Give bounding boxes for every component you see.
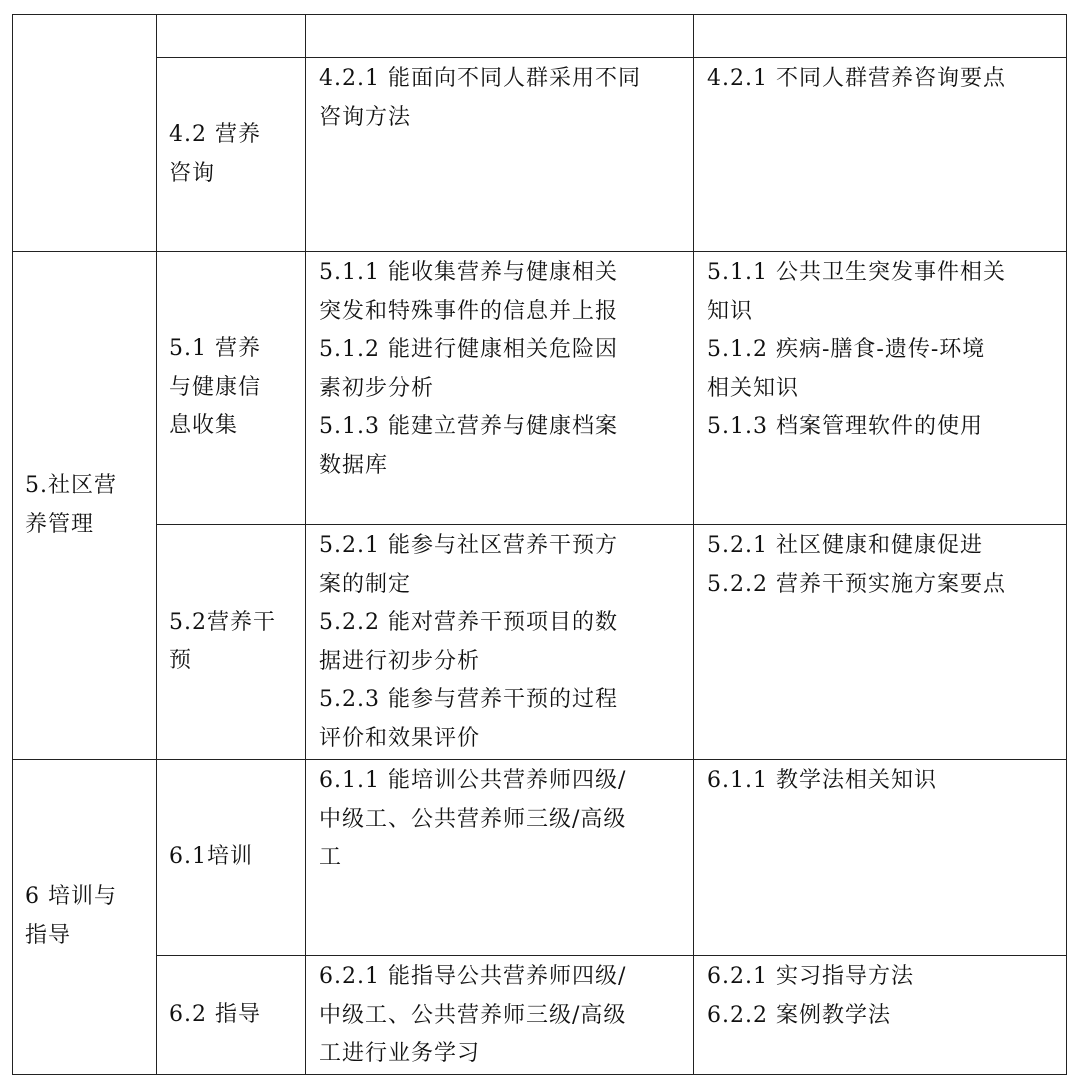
cell-subcategory-empty xyxy=(157,15,306,58)
skill-line: 中级工、公共营养师三级/高级 xyxy=(319,806,627,832)
cell-subcategory-6-2 xyxy=(157,956,306,1075)
competency-table xyxy=(12,14,1067,1075)
knowledge-line: 5.2.2 营养干预实施方案要点 xyxy=(707,571,1006,597)
knowledge-line: 6.1.1 教学法相关知识 xyxy=(707,768,937,793)
subcategory-line: 5.1 营养 xyxy=(169,336,261,362)
knowledge-line: 5.1.3 档案管理软件的使用 xyxy=(707,414,983,439)
subcategory-line: 咨询 xyxy=(169,160,216,186)
knowledge-line: 4.2.1 不同人群营养咨询要点 xyxy=(707,66,1006,91)
cell-category-5 xyxy=(13,252,157,760)
knowledge-line: 5.2.1 社区健康和健康促进 xyxy=(707,533,983,558)
cell-subcategory-5-1 xyxy=(157,252,306,525)
skill-line: 工 xyxy=(319,845,343,870)
cell-skill-empty xyxy=(306,15,694,58)
skill-line: 5.1.1 能收集营养与健康相关 xyxy=(319,260,618,285)
table-row-5-2 xyxy=(13,525,1067,760)
cell-knowledge-4-2 xyxy=(694,58,1067,252)
cell-subcategory-5-2 xyxy=(157,525,306,760)
skill-line: 5.1.2 能进行健康相关危险因 xyxy=(319,337,618,362)
subcategory-line: 6.2 指导 xyxy=(169,1001,261,1027)
skill-line: 评价和效果评价 xyxy=(319,725,481,751)
cell-knowledge-6-1 xyxy=(694,760,1067,956)
skill-line: 案的制定 xyxy=(319,571,412,597)
table-row-4-2 xyxy=(13,58,1067,252)
subcategory-line: 与健康信 xyxy=(169,374,262,400)
cell-skill-4-2 xyxy=(306,58,694,252)
skill-line: 数据库 xyxy=(319,452,389,478)
skill-line: 素初步分析 xyxy=(319,375,435,401)
knowledge-line: 相关知识 xyxy=(707,375,800,401)
document-sheet xyxy=(12,14,1066,1070)
category-line: 指导 xyxy=(25,922,72,948)
subcategory-line: 息收集 xyxy=(169,413,239,439)
skill-line: 5.2.3 能参与营养干预的过程 xyxy=(319,687,618,712)
table-row-6-2 xyxy=(13,956,1067,1075)
category-line: 6 培训与 xyxy=(25,884,117,910)
skill-line: 据进行初步分析 xyxy=(319,648,481,674)
knowledge-line: 6.2.1 实习指导方法 xyxy=(707,964,914,989)
cell-category-6 xyxy=(13,760,157,1075)
cell-skill-5-1 xyxy=(306,252,694,525)
skill-line: 6.1.1 能培训公共营养师四级/ xyxy=(319,768,627,793)
skill-line: 中级工、公共营养师三级/高级 xyxy=(319,1002,627,1028)
cell-knowledge-5-1 xyxy=(694,252,1067,525)
cell-skill-5-2 xyxy=(306,525,694,760)
skill-line: 5.1.3 能建立营养与健康档案 xyxy=(319,414,618,439)
skill-line: 工进行业务学习 xyxy=(319,1041,481,1066)
skill-line: 咨询方法 xyxy=(319,104,412,130)
knowledge-line: 5.1.1 公共卫生突发事件相关 xyxy=(707,260,1006,285)
cell-category-continued xyxy=(13,15,157,252)
skill-line: 突发和特殊事件的信息并上报 xyxy=(319,298,619,324)
table-row-6-1 xyxy=(13,760,1067,956)
subcategory-line: 预 xyxy=(169,648,193,673)
cell-skill-6-2 xyxy=(306,956,694,1075)
cell-knowledge-5-2 xyxy=(694,525,1067,760)
subcategory-line: 5.2营养干 xyxy=(169,609,276,635)
cell-subcategory-4-2 xyxy=(157,58,306,252)
category-line: 5.社区营 xyxy=(25,473,117,498)
skill-line: 5.2.2 能对营养干预项目的数 xyxy=(319,610,618,635)
knowledge-line: 5.1.2 疾病-膳食-遗传-环境 xyxy=(707,337,986,362)
cell-subcategory-6-1 xyxy=(157,760,306,956)
table-row-top-partial xyxy=(13,15,1067,58)
skill-line: 6.2.1 能指导公共营养师四级/ xyxy=(319,964,627,989)
cell-knowledge-6-2 xyxy=(694,956,1067,1075)
skill-line: 5.2.1 能参与社区营养干预方 xyxy=(319,533,618,558)
skill-line: 4.2.1 能面向不同人群采用不同 xyxy=(319,66,641,91)
subcategory-line: 6.1培训 xyxy=(169,844,253,870)
cell-skill-6-1 xyxy=(306,760,694,956)
table-row-5-1 xyxy=(13,252,1067,525)
subcategory-line: 4.2 营养 xyxy=(169,122,261,147)
category-line: 养管理 xyxy=(25,511,95,537)
cell-knowledge-empty xyxy=(694,15,1067,58)
knowledge-line: 知识 xyxy=(707,298,754,324)
knowledge-line: 6.2.2 案例教学法 xyxy=(707,1002,891,1028)
